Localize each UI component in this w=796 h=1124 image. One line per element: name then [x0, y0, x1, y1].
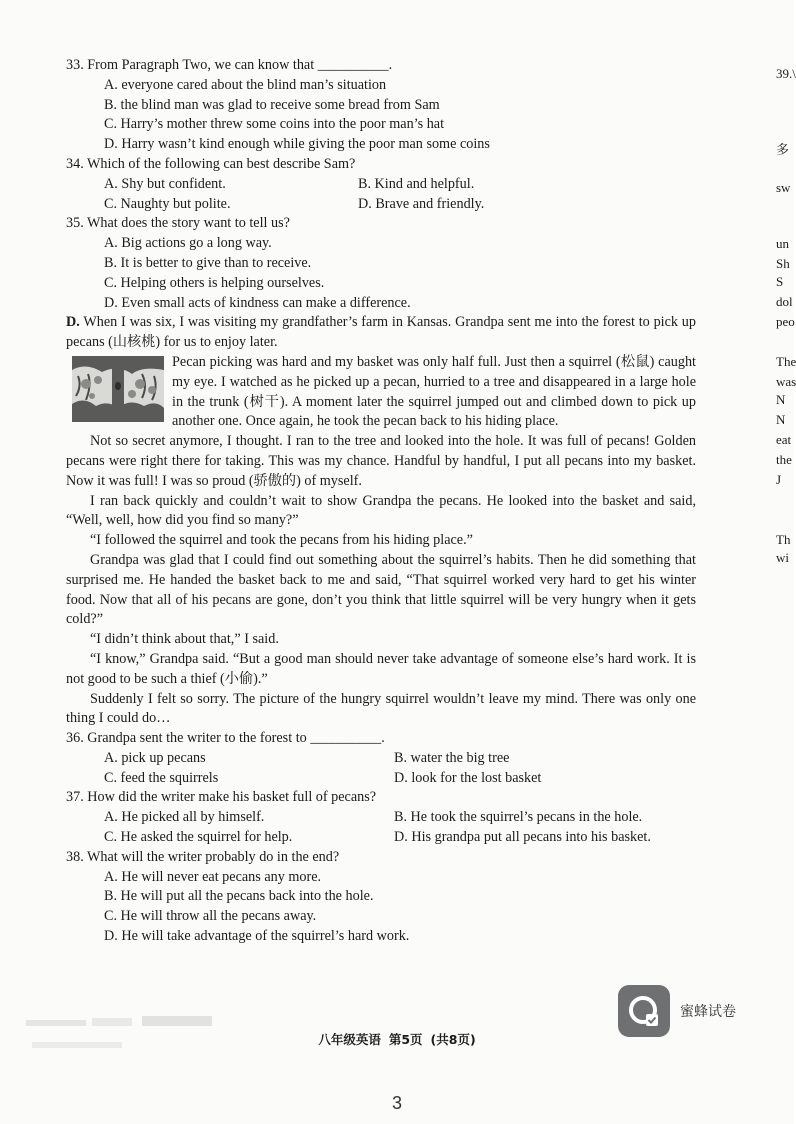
footer-page: 第5页	[388, 1032, 423, 1047]
right-fragment: 多	[776, 142, 790, 157]
right-fragment: The	[776, 354, 796, 369]
right-fragment: eat	[776, 432, 792, 447]
right-fragment: 39.\	[776, 66, 796, 81]
question-36-option-a: A. pick up pecans	[104, 749, 206, 766]
question-34-options-row-1	[104, 175, 696, 195]
passage-d-label: D.	[66, 314, 80, 331]
right-fragment: wi	[776, 550, 789, 565]
main-column	[66, 56, 696, 947]
question-38-option-d: D. He will take advantage of the squirrel’s hard work.	[104, 928, 410, 945]
question-33-option-b: B. the blind man was glad to receive some bread from Sam	[104, 96, 440, 113]
page-footer	[0, 1030, 794, 1048]
passage-d-paragraph-8: Suddenly I felt so sorry. The picture of the hungry squirrel wouldn’t leave my mind. There was only one thing I could do…	[66, 690, 696, 727]
question-35-option-c: C. Helping others is helping ourselves.	[104, 274, 325, 291]
right-fragment: sw	[776, 180, 791, 195]
question-33-option-c: C. Harry’s mother threw some coins into the poor man’s hat	[104, 116, 445, 133]
question-36-stem: 36. Grandpa sent the writer to the forest to __________.	[66, 730, 385, 747]
right-fragment: dol	[776, 294, 793, 309]
question-38-stem: 38. What will the writer probably do in the end?	[66, 848, 340, 865]
right-fragment: was	[776, 374, 796, 389]
question-36-options-row-2	[104, 769, 696, 789]
question-38-option-b: B. He will put all the pecans back into the hole.	[104, 888, 374, 905]
right-fragment: Th	[776, 532, 791, 547]
right-fragment: peo	[776, 314, 795, 329]
right-fragment: the	[776, 452, 792, 467]
squirrel-illustration	[72, 356, 164, 422]
question-36-options-row-1	[104, 749, 696, 769]
question-38-option-a: A. He will never eat pecans any more.	[104, 868, 322, 885]
passage-d-paragraph-1: Pecan picking was hard and my basket was only half full. Just then a squirrel (松鼠) caught my eye. I watched as he picked up a pecan, hurried to a tree and disappeared in a large hole in the trunk (树干). A moment later the squirrel jumped out and climbed down to pick up another one. Once again, he took the pecan back to his hiding place.	[172, 353, 696, 430]
question-37-options-row-1	[104, 808, 696, 828]
question-35-stem: 35. What does the story want to tell us?	[66, 215, 290, 232]
question-34-option-a: A. Shy but confident.	[104, 175, 226, 192]
right-fragment: un	[776, 236, 789, 251]
passage-d-paragraph-5: Grandpa was glad that I could find out something about the squirrel’s habits. Then he did something that surprised me. He handed the basket back to me and said, “That squirrel worked very hard to get his winter food. Now that all of his pecans are gone, don’t you think that little squirrel will be very hungry when it gets cold?”	[66, 551, 696, 628]
page-number: 3	[391, 1093, 402, 1113]
tree-squirrel-picture	[72, 356, 164, 422]
passage-d-paragraph-7: “I know,” Grandpa said. “But a good man should never take advantage of someone else’s hard work. It is not good to be such a thief (小偷).”	[66, 650, 696, 687]
question-33-option-d: D. Harry wasn’t kind enough while giving the poor man some coins	[104, 136, 490, 153]
question-37-option-b: B. He took the squirrel’s pecans in the hole.	[394, 809, 643, 826]
passage-d-paragraph-6: “I didn’t think about that,” I said.	[90, 631, 279, 648]
question-37-option-a: A. He picked all by himself.	[104, 809, 265, 826]
watermark-text: 蜜蜂试卷	[680, 1004, 736, 1020]
question-37-stem: 37. How did the writer make his basket full of pecans?	[66, 789, 377, 806]
question-35-option-a: A. Big actions go a long way.	[104, 235, 272, 252]
question-35-option-d: D. Even small acts of kindness can make a difference.	[104, 294, 411, 311]
question-34-option-c: C. Naughty but polite.	[104, 195, 231, 212]
footer-total: (共8页)	[430, 1032, 476, 1047]
question-34-options-row-2	[104, 195, 696, 215]
question-35-option-b: B. It is better to give than to receive.	[104, 254, 312, 271]
question-37-options-row-2	[104, 828, 696, 848]
passage-d-paragraph-4: “I followed the squirrel and took the pecans from his hiding place.”	[90, 532, 473, 549]
right-fragment: N	[776, 392, 786, 407]
question-37-option-d: D. His grandpa put all pecans into his basket.	[394, 829, 651, 846]
question-34-option-b: B. Kind and helpful.	[358, 175, 475, 192]
footer-grade: 八年级英语	[318, 1032, 381, 1047]
question-34-stem: 34. Which of the following can best describe Sam?	[66, 155, 356, 172]
logo-glyph-icon	[627, 994, 661, 1028]
right-fragment: Sh	[776, 256, 790, 271]
passage-d-paragraph-2: Not so secret anymore, I thought. I ran to the tree and looked into the hole. It was full of pecans! Golden pecans were right there for taking. This was my chance. Handful by handful, I put all pecans into my basket. Now it was full! I was so proud (骄傲的) of myself.	[66, 433, 696, 489]
passage-d-paragraph-3: I ran back quickly and couldn’t wait to show Grandpa the pecans. He looked into the basket and said, “Well, well, how did you find so many?”	[66, 492, 696, 529]
passage-d-intro	[66, 313, 696, 353]
question-38-option-c: C. He will throw all the pecans away.	[104, 908, 317, 925]
right-fragment: J	[776, 472, 782, 487]
right-fragment: N	[776, 412, 786, 427]
question-33-stem: 33. From Paragraph Two, we can know that __________.	[66, 57, 393, 73]
question-34-option-d: D. Brave and friendly.	[358, 195, 485, 212]
question-36-option-d: D. look for the lost basket	[394, 769, 542, 786]
question-36-option-c: C. feed the squirrels	[104, 769, 219, 786]
passage-d-first-text: When I was six, I was visiting my grandfather’s farm in Kansas. Grandpa sent me into the forest to pick up pecans (山核桃) for us to enjoy later.	[66, 314, 696, 351]
right-fragment: S	[776, 274, 784, 289]
question-36-option-b: B. water the big tree	[394, 749, 510, 766]
question-37-option-c: C. He asked the squirrel for help.	[104, 829, 293, 846]
question-33-option-a: A. everyone cared about the blind man’s situation	[104, 76, 387, 93]
right-column-fragment	[768, 0, 794, 1124]
